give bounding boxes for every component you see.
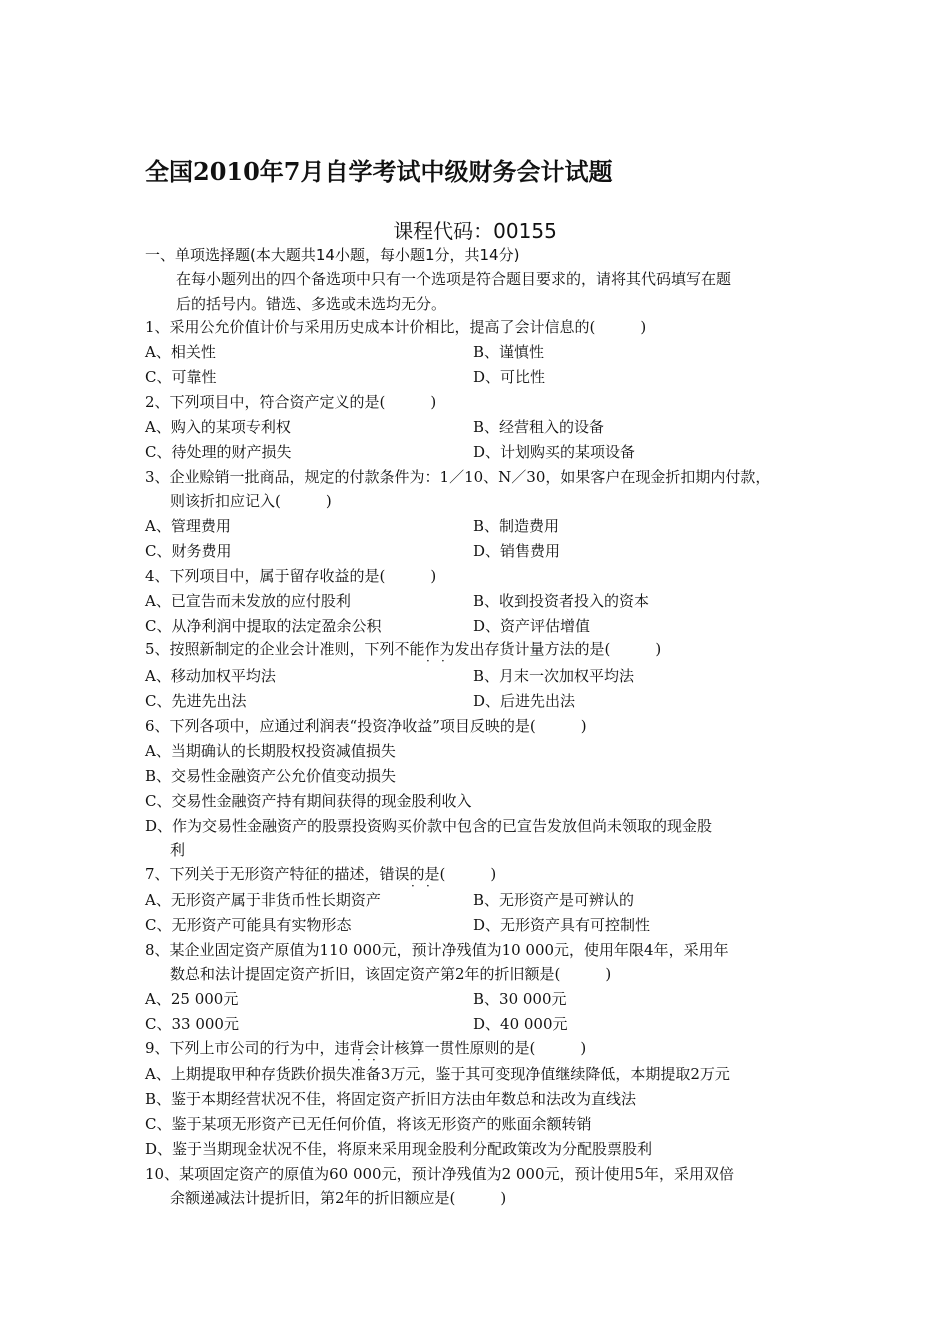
emphasis-dot: · bbox=[441, 654, 445, 668]
question-2-stem: 2、下列项目中，符合资产定义的是( ) bbox=[145, 393, 437, 411]
question-2-option-b: B、经营租入的设备 bbox=[473, 418, 605, 436]
question-10-stem: 10、某项固定资产的原值为60 000元，预计净残值为2 000元，预计使用5年，采用双倍 bbox=[145, 1165, 735, 1183]
question-9-stem: 9、下列上市公司的行为中，违背会计核算一贯性原则的是( ) bbox=[145, 1039, 587, 1057]
question-2-option-a: A、购入的某项专利权 bbox=[145, 418, 291, 436]
question-7-option-b: B、无形资产是可辨认的 bbox=[473, 891, 635, 909]
question-2-option-d: D、计划购买的某项设备 bbox=[473, 443, 636, 461]
question-6-option-c: C、交易性金融资产持有期间获得的现金股利收入 bbox=[145, 792, 472, 810]
emphasis-dot: · bbox=[411, 879, 415, 893]
question-4-option-a: A、已宣告而未发放的应付股利 bbox=[145, 592, 351, 610]
question-10-stem-cont: 余额递减法计提折旧，第2年的折旧额应是( ) bbox=[170, 1189, 507, 1207]
section-instruction-line-1: 在每小题列出的四个备选项中只有一个选项是符合题目要求的，请将其代码填写在题 bbox=[176, 270, 732, 288]
question-6-option-d: D、作为交易性金融资产的股票投资购买价款中包含的已宣告发放但尚未领取的现金股 bbox=[145, 817, 713, 835]
question-9-option-b: B、鉴于本期经营状况不佳，将固定资产折旧方法由年数总和法改为直线法 bbox=[145, 1090, 637, 1108]
question-3-option-a: A、管理费用 bbox=[145, 517, 231, 535]
emphasis-dot: · bbox=[426, 879, 430, 893]
question-3-option-d: D、销售费用 bbox=[473, 542, 561, 560]
question-1-option-a: A、相关性 bbox=[145, 343, 216, 361]
question-1-option-b: B、谨慎性 bbox=[473, 343, 545, 361]
question-2-option-c: C、待处理的财产损失 bbox=[145, 443, 292, 461]
question-7-option-c: C、无形资产可能具有实物形态 bbox=[145, 916, 352, 934]
question-8-stem: 8、某企业固定资产原值为110 000元，预计净残值为10 000元，使用年限4年，采用年 bbox=[145, 941, 729, 959]
question-7-option-d: D、无形资产具有可控制性 bbox=[473, 916, 651, 934]
question-7-stem: 7、下列关于无形资产特征的描述，错误的是( ) bbox=[145, 865, 497, 883]
question-4-stem: 4、下列项目中，属于留存收益的是( ) bbox=[145, 567, 437, 585]
question-4-option-c: C、从净利润中提取的法定盈余公积 bbox=[145, 617, 382, 635]
question-8-option-c: C、33 000元 bbox=[145, 1015, 239, 1033]
question-6-option-d-cont: 利 bbox=[170, 841, 186, 859]
question-5-stem: 5、按照新制定的企业会计准则，下列不能作为发出存货计量方法的是( ) bbox=[145, 640, 662, 658]
question-5-option-d: D、后进先出法 bbox=[473, 692, 576, 710]
question-3-stem: 3、企业赊销一批商品，规定的付款条件为：1／10、N／30，如果客户在现金折扣期内付款， bbox=[145, 468, 771, 486]
emphasis-dot: · bbox=[426, 654, 430, 668]
question-5-option-a: A、移动加权平均法 bbox=[145, 667, 276, 685]
question-3-option-c: C、财务费用 bbox=[145, 542, 232, 560]
question-8-option-b: B、30 000元 bbox=[473, 990, 567, 1008]
emphasis-dot: · bbox=[372, 1053, 376, 1067]
question-9-option-a: A、上期提取甲种存货跌价损失准备3万元，鉴于其可变现净值继续降低，本期提取2万元 bbox=[145, 1065, 730, 1083]
question-9-option-d: D、鉴于当期现金状况不佳，将原来采用现金股利分配政策改为分配股票股利 bbox=[145, 1140, 653, 1158]
question-8-option-a: A、25 000元 bbox=[145, 990, 239, 1008]
question-8-stem-cont: 数总和法计提固定资产折旧，该固定资产第2年的折旧额是( ) bbox=[170, 965, 612, 983]
question-5-option-b: B、月末一次加权平均法 bbox=[473, 667, 635, 685]
exam-title: 全国2010年7月自学考试中级财务会计试题 bbox=[145, 157, 613, 186]
question-9-option-c: C、鉴于某项无形资产已无任何价值，将该无形资产的账面余额转销 bbox=[145, 1115, 592, 1133]
question-4-option-d: D、资产评估增值 bbox=[473, 617, 591, 635]
question-5-option-c: C、先进先出法 bbox=[145, 692, 247, 710]
course-code: 课程代码：00155 bbox=[393, 219, 557, 243]
question-6-option-b: B、交易性金融资产公允价值变动损失 bbox=[145, 767, 397, 785]
question-6-stem: 6、下列各项中，应通过利润表“投资净收益”项目反映的是( ) bbox=[145, 717, 587, 735]
question-1-option-c: C、可靠性 bbox=[145, 368, 217, 386]
section-instruction-line-2: 后的括号内。错选、多选或未选均无分。 bbox=[176, 295, 447, 313]
question-6-option-a: A、当期确认的长期股权投资减值损失 bbox=[145, 742, 396, 760]
emphasis-dot: · bbox=[357, 1053, 361, 1067]
question-1-option-d: D、可比性 bbox=[473, 368, 546, 386]
question-3-option-b: B、制造费用 bbox=[473, 517, 560, 535]
question-1-stem: 1、采用公允价值计价与采用历史成本计价相比，提高了会计信息的( ) bbox=[145, 318, 647, 336]
section-heading: 一、单项选择题(本大题共14小题，每小题1分，共14分) bbox=[145, 246, 520, 264]
question-3-stem-cont: 则该折扣应记入( ) bbox=[170, 492, 332, 510]
question-7-option-a: A、无形资产属于非货币性长期资产 bbox=[145, 891, 381, 909]
question-8-option-d: D、40 000元 bbox=[473, 1015, 568, 1033]
question-4-option-b: B、收到投资者投入的资本 bbox=[473, 592, 650, 610]
